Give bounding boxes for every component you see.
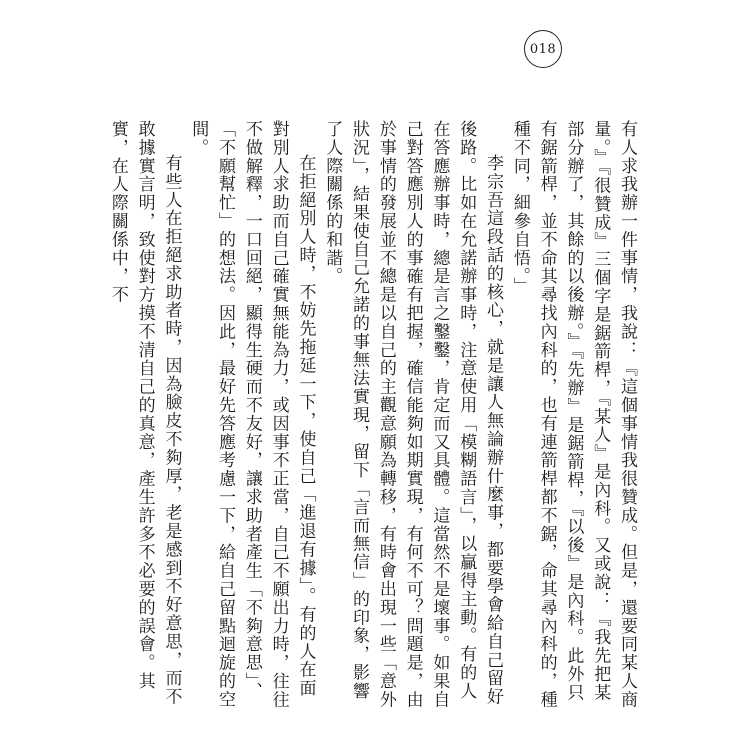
body-text <box>107 120 640 710</box>
page-number: 018 <box>524 30 562 68</box>
paragraph: 在拒絕別人時，不妨先拖延一下，使自己「進退有據」。有的人在面對別人求助而自己確實無能為力，或因事不正當，自己不願出力時，往往不做解釋，一口回絕，顯得生硬而不友好，讓求助者產生「不夠意思」、「不願幫忙」的想法。因此，最好先答應考慮一下，給自己留點迴旋的空間。 <box>188 120 316 709</box>
paragraph: 有些人在拒絕求助者時，因為臉皮不夠厚，老是感到不好意思，而不敢據實言明，致使對方摸不清自己的真意，產生許多不必要的誤會。其實，在人際關係中，不 <box>107 120 182 706</box>
paragraph: 李宗吾這段話的核心，就是讓人無論辦什麼事，都要學會給自己留好後路。比如在允諾辦事時，注意使用「模糊語言」，以贏得主動。有的人在答應辦事時，總是言之鑿鑿，肯定而又具體。這當然不是壞事。如果自己對答應別人的事確有把握，確信能夠如期實現，有何不可？問題是，由於事情的發展並不總是以自己的主觀意願為轉移，有時會出現一些「意外狀況」，結果使自己允諾的事無法實現，留下「言而無信」的印象，影響了人際關係的和諧。 <box>322 120 504 709</box>
paragraph: 有人求我辦一件事情，我說：『這個事情我很贊成。但是，還要同某人商量。』『很贊成』三個字是鋸箭桿，『某人』是內科。又或說：『我先把某部分辦了，其餘的以後辦。』『先辦』是鋸箭桿，『以後』是內科。此外只有鋸箭桿，並不命其尋找內科的，也有連箭桿都不鋸，命其尋內科的，種種不同，細參自悟。」 <box>509 120 637 709</box>
